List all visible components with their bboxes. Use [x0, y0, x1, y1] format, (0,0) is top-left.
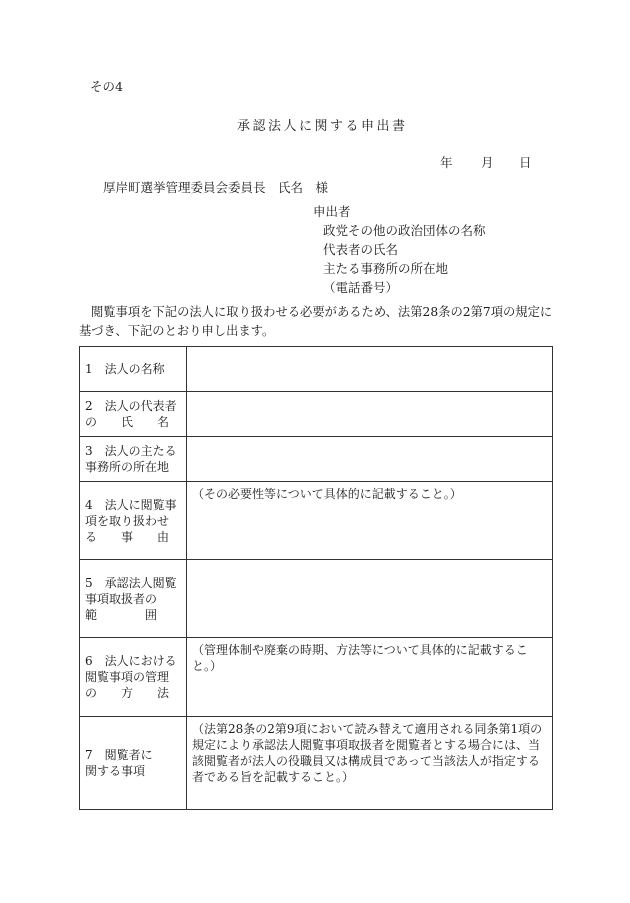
row-label-line: 項を取り扱わせ — [85, 513, 170, 528]
row-label — [80, 638, 187, 717]
table-row — [80, 482, 553, 560]
applicant-office: 主たる事務所の所在地 — [323, 261, 449, 276]
row-value[interactable] — [187, 560, 553, 638]
intro-paragraph: 閲覧事項を下記の法人に取り扱わせる必要があるため、法第28条の2第7項の規定に基づき、下記のとおり申し出ます。 — [79, 305, 553, 338]
date-month: 月 — [480, 155, 494, 170]
row-note: （管理体制や廃棄の時期、方法等について具体的に記載すること。） — [192, 643, 528, 673]
applicant-phone: （電話番号） — [323, 280, 399, 295]
row-value[interactable] — [187, 482, 553, 560]
row-label-line: 関する事項 — [85, 764, 146, 778]
row-label-line: 範 囲 — [85, 607, 158, 622]
row-label-line: 事務所の所在地 — [85, 460, 170, 474]
applicant-party-name: 政党その他の政治団体の名称 — [323, 223, 486, 238]
row-value[interactable] — [187, 638, 553, 717]
row-value[interactable] — [187, 437, 553, 482]
row-label — [80, 482, 187, 560]
row-label — [80, 347, 187, 392]
date-line — [440, 157, 531, 170]
row-label-line: 4 法人に閲覧事 — [85, 497, 177, 512]
row-label-line: 7 閲覧者に — [85, 748, 153, 762]
row-value[interactable] — [187, 717, 553, 810]
row-label-line: 1 法人の名称 — [85, 362, 165, 376]
row-label-line: 3 法人の主たる — [85, 444, 177, 458]
row-label-line: の 氏 名 — [85, 415, 170, 429]
row-label-line: 閲覧事項の管理 — [85, 670, 170, 684]
table-row — [80, 437, 553, 482]
row-note: （法第28条の2第9項において読み替えて適用される同条第1項の規定により承認法人閲覧事項取扱者を閲覧者とする場合には、当該閲覧者が法人の役職員又は構成員であって当該法人が指定する者である旨を記載すること。） — [192, 722, 543, 784]
table-row — [80, 347, 553, 392]
application-table — [79, 346, 553, 810]
row-value[interactable] — [187, 347, 553, 392]
row-label-line: 事項取扱者の — [85, 591, 158, 606]
row-label-line: 2 法人の代表者 — [85, 399, 177, 413]
row-label — [80, 437, 187, 482]
applicant-representative: 代表者の氏名 — [323, 242, 399, 257]
table-row — [80, 560, 553, 638]
table-row — [80, 392, 553, 437]
applicant-heading: 申出者 — [313, 204, 351, 219]
date-year: 年 — [440, 155, 453, 170]
row-label — [80, 560, 187, 638]
date-day: 日 — [518, 155, 532, 170]
row-value[interactable] — [187, 392, 553, 437]
row-label-line: 6 法人における — [85, 654, 177, 668]
row-label — [80, 392, 187, 437]
table-row — [80, 717, 553, 810]
addressee: 厚岸町選挙管理委員会委員長 氏名 様 — [103, 180, 329, 195]
row-note: （その必要性等について具体的に記載すること。） — [192, 487, 462, 501]
table-row — [80, 638, 553, 717]
row-label-line: る 事 由 — [85, 529, 170, 544]
form-number: その4 — [90, 79, 123, 94]
document-title: 承認法人に関する申出書 — [237, 119, 408, 134]
row-label — [80, 717, 187, 810]
row-label-line: 5 承認法人閲覧 — [85, 575, 177, 590]
row-label-line: の 方 法 — [85, 686, 170, 700]
